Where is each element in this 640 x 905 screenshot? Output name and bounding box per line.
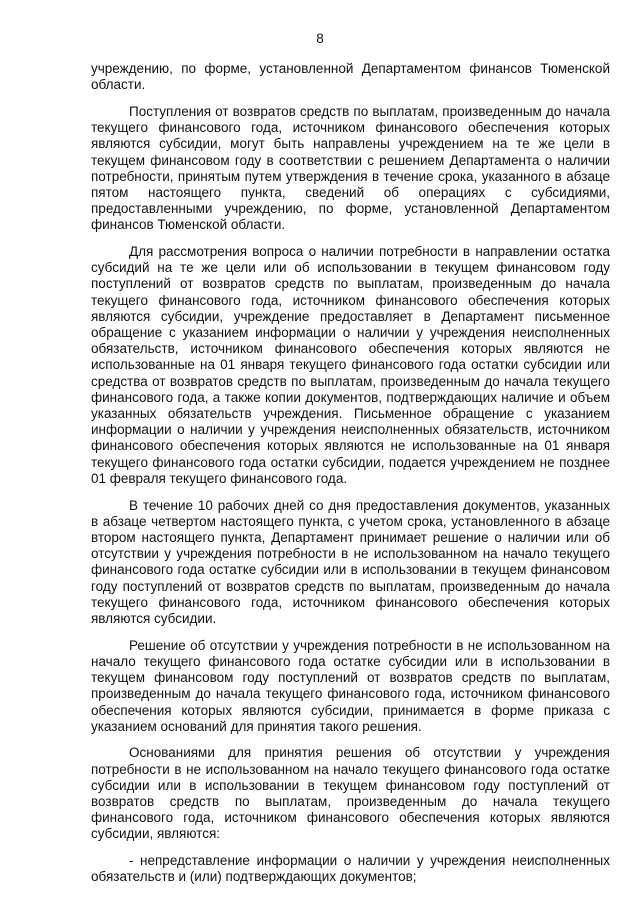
paragraph-continuation: учреждению, по форме, установленной Департаментом финансов Тюменской области. — [91, 61, 610, 93]
paragraph-request-procedure: Для рассмотрения вопроса о наличии потребности в направлении остатка субсидий на те же цели или об использовании в текущем финансовом году поступлений от возвратов средств по выплатам, произведенным до начала текущего финансового года, источником финансового обеспечения которых являются субсидии, учреждение предоставляет в Департамент письменное обращение с указанием информации о наличии у учреждения неисполненных обязательств, источником финансового обеспечения которых являются не использованные на 01 января текущего финансового года остатки субсидии или средства от возвратов средств по выплатам, произведенным до начала текущего финансового года, а также копии документов, подтверждающих наличие и объем указанных обязательств учреждения. Письменное обращение с указанием информации о наличии у учреждения неисполненных обязательств, источником финансового обеспечения которых являются не использованные на 01 января текущего финансового года остатки субсидии, подается учреждением не позднее 01 февраля текущего финансового года. — [91, 244, 610, 486]
list-item-ground-1: - непредставление информации о наличии у учреждения неисполненных обязательств и (или) подтверждающих документов; — [91, 853, 610, 885]
paragraph-grounds-intro: Основаниями для принятия решения об отсутствии у учреждения потребности в не использованном на начало текущего финансового года остатке субсидии или в использовании в текущем финансовом году поступлений от возвратов средств по выплатам, произведенным до начала текущего финансового года, источником финансового обеспечения которых являются субсидии, являются: — [91, 745, 610, 842]
paragraph-refund-receipts: Поступления от возвратов средств по выплатам, произведенным до начала текущего финансового года, источником финансового обеспечения которых являются субсидии, могут быть направлены учреждением на те же цели в текущем финансовом году в соответствии с решением Департамента о наличии потребности, принятым путем утверждения в течение срока, указанного в абзаце пятом настоящего пункта, сведений об операциях с субсидиями, предоставленными учреждению, по форме, установленной Департаментом финансов Тюменской области. — [91, 103, 610, 233]
paragraph-decision-deadline: В течение 10 рабочих дней со дня предоставления документов, указанных в абзаце четвертом настоящего пункта, с учетом срока, установленного в абзаце втором настоящего пункта, Департамент принимает решение о наличии или об отсутствии у учреждения потребности в не использованном на начало текущего финансового года остатке субсидии или в использовании в текущем финансовом году поступлений от возвратов средств по выплатам, произведенным до начала текущего финансового года, источником финансового обеспечения которых являются субсидии. — [91, 497, 610, 626]
paragraph-negative-decision-form: Решение об отсутствии у учреждения потребности в не использованном на начало текущего финансового года остатке субсидии или в использовании в текущем финансовом году поступлений от возвратов средств по выплатам, произведенным до начала текущего финансового года, источником финансового обеспечения которых являются субсидии, принимается в форме приказа с указанием оснований для принятия такого решения. — [91, 637, 610, 734]
document-body — [91, 61, 610, 896]
page-number: 8 — [316, 31, 324, 46]
